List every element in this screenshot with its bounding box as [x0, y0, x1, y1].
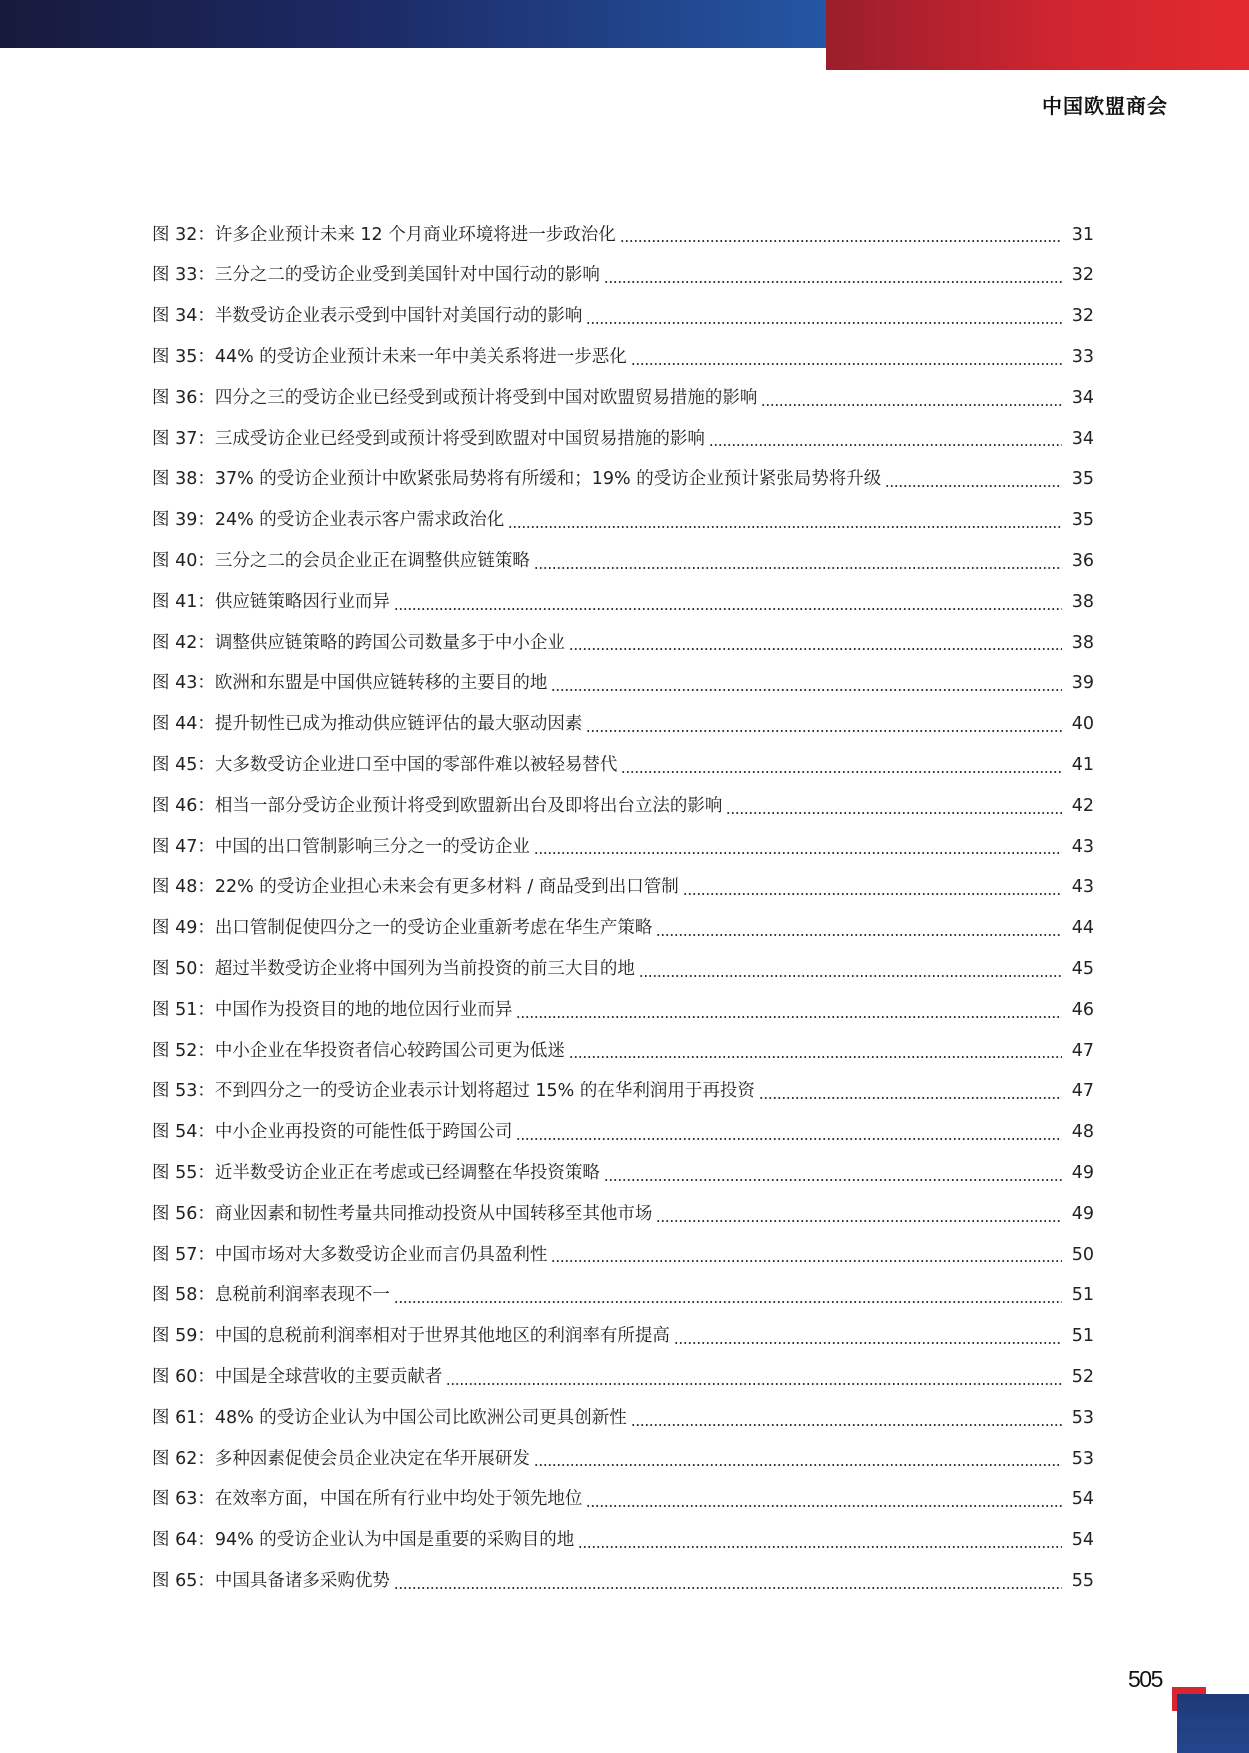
toc-entry-title: 图 46：相当一部分受访企业预计将受到欧盟新出台及即将出台立法的影响	[152, 795, 723, 816]
toc-entry-title: 图 56：商业因素和韧性考量共同推动投资从中国转移至其他市场	[152, 1203, 653, 1224]
dot-leader	[885, 485, 1062, 487]
corner-decoration-blue	[1177, 1694, 1249, 1753]
toc-entry-title: 图 51：中国作为投资目的地的地位因行业而异	[152, 999, 513, 1020]
dot-leader	[446, 1383, 1062, 1385]
toc-entry[interactable]	[152, 1317, 1094, 1358]
toc-entry-title: 图 40：三分之二的会员企业正在调整供应链策略	[152, 551, 530, 572]
toc-entry-page: 49	[1071, 1162, 1094, 1183]
toc-entry[interactable]	[152, 1276, 1094, 1317]
toc-entry-page: 47	[1071, 1081, 1094, 1102]
toc-entry-title: 图 62：多种因素促使会员企业决定在华开展研发	[152, 1448, 530, 1469]
toc-entry-title: 图 48：22% 的受访企业担心未来会有更多材料 / 商品受到出口管制	[152, 877, 679, 898]
toc-entry-title: 图 63：在效率方面，中国在所有行业中均处于领先地位	[152, 1489, 583, 1510]
dot-leader	[761, 404, 1062, 406]
toc-entry-page: 54	[1071, 1530, 1094, 1551]
toc-entry-title: 图 32：许多企业预计未来 12 个月商业环境将进一步政治化	[152, 224, 616, 245]
toc-entry-title: 图 61：48% 的受访企业认为中国公司比欧洲公司更具创新性	[152, 1407, 627, 1428]
toc-entry-page: 43	[1071, 836, 1094, 857]
dot-leader	[759, 1097, 1062, 1099]
toc-entry[interactable]	[152, 541, 1094, 582]
toc-entry-title: 图 38：37% 的受访企业预计中欧紧张局势将有所缓和；19% 的受访企业预计紧张局势将升级	[152, 469, 882, 490]
toc-entry[interactable]	[152, 1194, 1094, 1235]
toc-entry[interactable]	[152, 745, 1094, 786]
toc-entry[interactable]	[152, 909, 1094, 950]
header-band-blue	[0, 0, 826, 48]
dot-leader	[534, 567, 1062, 569]
toc-entry[interactable]	[152, 1235, 1094, 1276]
toc-entry[interactable]	[152, 1561, 1094, 1602]
dot-leader	[394, 1587, 1062, 1589]
toc-entry[interactable]	[152, 786, 1094, 827]
toc-entry-page: 53	[1071, 1448, 1094, 1469]
toc-entry[interactable]	[152, 664, 1094, 705]
organization-name: 中国欧盟商会	[1042, 94, 1168, 118]
toc-entry-page: 42	[1071, 795, 1094, 816]
toc-entry-title: 图 52：中小企业在华投资者信心较跨国公司更为低迷	[152, 1040, 565, 1061]
dot-leader	[726, 812, 1062, 814]
toc-entry-page: 53	[1071, 1407, 1094, 1428]
toc-entry-title: 图 33：三分之二的受访企业受到美国针对中国行动的影响	[152, 265, 600, 286]
toc-entry[interactable]	[152, 827, 1094, 868]
toc-entry[interactable]	[152, 337, 1094, 378]
toc-entry[interactable]	[152, 868, 1094, 909]
dot-leader	[621, 771, 1062, 773]
toc-entry-title: 图 45：大多数受访企业进口至中国的零部件难以被轻易替代	[152, 755, 618, 775]
dot-leader	[394, 608, 1062, 610]
toc-entry[interactable]	[152, 623, 1094, 664]
dot-leader	[586, 322, 1062, 324]
table-of-figures	[152, 215, 1094, 1602]
toc-entry-page: 35	[1071, 510, 1094, 531]
dot-leader	[604, 281, 1062, 283]
dot-leader	[674, 1342, 1062, 1344]
toc-entry-title: 图 57：中国市场对大多数受访企业而言仍具盈利性	[152, 1244, 548, 1265]
toc-entry-page: 35	[1071, 469, 1094, 490]
dot-leader	[534, 1464, 1062, 1466]
toc-entry[interactable]	[152, 1521, 1094, 1562]
dot-leader	[516, 1016, 1062, 1018]
toc-entry-page: 34	[1071, 428, 1094, 449]
toc-entry-page: 36	[1071, 551, 1094, 572]
toc-entry[interactable]	[152, 582, 1094, 623]
toc-entry-title: 图 39：24% 的受访企业表示客户需求政治化	[152, 510, 505, 531]
toc-entry[interactable]	[152, 990, 1094, 1031]
toc-entry[interactable]	[152, 1357, 1094, 1398]
toc-entry[interactable]	[152, 1072, 1094, 1113]
dot-leader	[551, 1260, 1062, 1262]
dot-leader	[631, 1424, 1062, 1426]
toc-entry[interactable]	[152, 215, 1094, 256]
toc-entry-page: 48	[1071, 1122, 1094, 1143]
toc-entry-title: 图 53：不到四分之一的受访企业表示计划将超过 15% 的在华利润用于再投资	[152, 1081, 755, 1102]
toc-entry-page: 41	[1071, 755, 1094, 775]
toc-entry-title: 图 34：半数受访企业表示受到中国针对美国行动的影响	[152, 306, 583, 327]
dot-leader	[604, 1179, 1062, 1181]
toc-entry-title: 图 41：供应链策略因行业而异	[152, 591, 390, 612]
toc-entry-title: 图 64：94% 的受访企业认为中国是重要的采购目的地	[152, 1530, 575, 1551]
dot-leader	[551, 689, 1062, 691]
toc-entry-title: 图 49：出口管制促使四分之一的受访企业重新考虑在华生产策略	[152, 918, 653, 939]
toc-entry-title: 图 44：提升韧性已成为推动供应链评估的最大驱动因素	[152, 714, 583, 735]
toc-entry-page: 51	[1071, 1326, 1094, 1347]
toc-entry-page: 54	[1071, 1489, 1094, 1510]
toc-entry-page: 39	[1071, 673, 1094, 694]
dot-leader	[569, 1056, 1062, 1058]
toc-entry-page: 45	[1071, 958, 1094, 979]
toc-entry-page: 55	[1071, 1570, 1094, 1591]
toc-entry-title: 图 43：欧洲和东盟是中国供应链转移的主要目的地	[152, 673, 548, 694]
toc-entry-page: 47	[1071, 1040, 1094, 1061]
toc-entry-title: 图 36：四分之三的受访企业已经受到或预计将受到中国对欧盟贸易措施的影响	[152, 387, 758, 408]
toc-entry-title: 图 42：调整供应链策略的跨国公司数量多于中小企业	[152, 632, 565, 653]
toc-entry-page: 38	[1071, 632, 1094, 653]
dot-leader	[656, 1220, 1062, 1222]
toc-entry[interactable]	[152, 1031, 1094, 1072]
toc-entry-page: 50	[1071, 1244, 1094, 1265]
toc-entry-page: 32	[1071, 306, 1094, 327]
toc-entry-title: 图 54：中小企业再投资的可能性低于跨国公司	[152, 1122, 513, 1143]
toc-entry-title: 图 58：息税前利润率表现不一	[152, 1285, 390, 1306]
toc-entry[interactable]	[152, 1153, 1094, 1194]
toc-entry-title: 图 37：三成受访企业已经受到或预计将受到欧盟对中国贸易措施的影响	[152, 428, 705, 449]
dot-leader	[534, 852, 1062, 854]
toc-entry-page: 38	[1071, 591, 1094, 612]
toc-entry-page: 34	[1071, 387, 1094, 408]
dot-leader	[631, 363, 1062, 365]
toc-entry[interactable]	[152, 256, 1094, 297]
toc-entry-page: 46	[1071, 999, 1094, 1020]
dot-leader	[620, 240, 1062, 242]
toc-entry-title: 图 60：中国是全球营收的主要贡献者	[152, 1366, 443, 1387]
toc-entry-page: 52	[1071, 1366, 1094, 1387]
toc-entry-title: 图 55：近半数受访企业正在考虑或已经调整在华投资策略	[152, 1162, 600, 1183]
toc-entry-page: 31	[1071, 224, 1094, 245]
page-number: 505	[1128, 1666, 1162, 1692]
toc-entry[interactable]	[152, 1480, 1094, 1521]
toc-entry-title: 图 50：超过半数受访企业将中国列为当前投资的前三大目的地	[152, 958, 635, 979]
toc-entry[interactable]	[152, 705, 1094, 746]
toc-entry[interactable]	[152, 419, 1094, 460]
dot-leader	[639, 975, 1062, 977]
toc-entry[interactable]	[152, 1439, 1094, 1480]
toc-entry-title: 图 65：中国具备诸多采购优势	[152, 1570, 390, 1591]
toc-entry-page: 40	[1071, 714, 1094, 735]
dot-leader	[656, 934, 1062, 936]
toc-entry-page: 32	[1071, 265, 1094, 286]
toc-entry[interactable]	[152, 1113, 1094, 1154]
dot-leader	[709, 444, 1062, 446]
dot-leader	[586, 1505, 1062, 1507]
dot-leader	[516, 1138, 1062, 1140]
dot-leader	[683, 893, 1062, 895]
toc-entry-page: 44	[1071, 918, 1094, 939]
toc-entry-title: 图 35：44% 的受访企业预计未来一年中美关系将进一步恶化	[152, 347, 627, 368]
dot-leader	[578, 1546, 1062, 1548]
toc-entry[interactable]	[152, 949, 1094, 990]
toc-entry-page: 51	[1071, 1285, 1094, 1306]
toc-entry-page: 33	[1071, 347, 1094, 368]
toc-entry-title: 图 59：中国的息税前利润率相对于世界其他地区的利润率有所提高	[152, 1326, 670, 1347]
dot-leader	[586, 730, 1062, 732]
toc-entry-title: 图 47：中国的出口管制影响三分之一的受访企业	[152, 836, 530, 857]
toc-entry[interactable]	[152, 378, 1094, 419]
toc-entry-page: 43	[1071, 877, 1094, 898]
toc-entry[interactable]	[152, 1398, 1094, 1439]
dot-leader	[394, 1301, 1062, 1303]
toc-entry[interactable]	[152, 501, 1094, 542]
header-band-red	[826, 0, 1249, 70]
toc-entry[interactable]	[152, 297, 1094, 338]
toc-entry[interactable]	[152, 460, 1094, 501]
toc-entry-page: 49	[1071, 1203, 1094, 1224]
dot-leader	[508, 526, 1062, 528]
dot-leader	[569, 648, 1062, 650]
